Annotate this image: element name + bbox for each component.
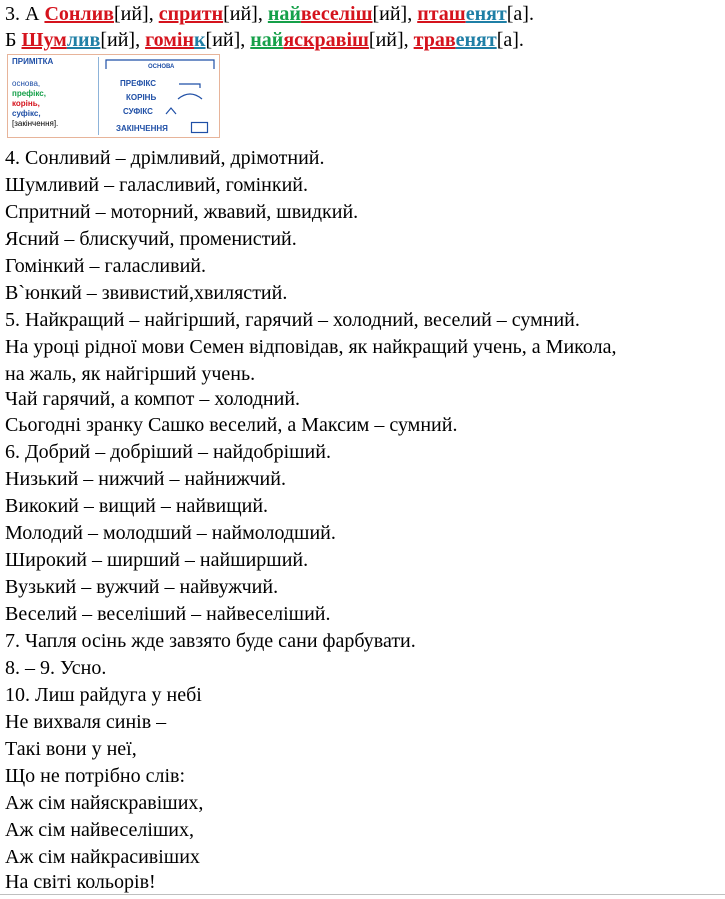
legend-item-prefix: префікс,: [12, 89, 46, 98]
text-line: Молодий – молодший – наймолодший.: [5, 522, 336, 544]
legend-root-label: КОРІНЬ: [126, 93, 157, 102]
word-root: Шум: [21, 29, 67, 51]
word-suffix: к: [194, 29, 206, 51]
text-line: 6. Добрий – добріший – найдобріший.: [5, 441, 331, 463]
legend-item-base: основа,: [12, 79, 41, 88]
text-line: 5. Найкращий – найгірший, гарячий – холодний, веселий – сумний.: [5, 309, 580, 331]
text-line: Сьогодні зранку Сашко веселий, а Максим – сумний.: [5, 414, 458, 436]
text-line: на жаль, як найгірший учень.: [5, 363, 256, 385]
legend-base-label: ОСНОВА: [148, 64, 175, 70]
word-root: пташ: [417, 3, 466, 25]
separator: .: [518, 29, 524, 51]
legend-item-ending: [закінчення].: [12, 119, 59, 128]
separator: ,: [148, 3, 159, 25]
word-ending: [ий]: [100, 29, 136, 51]
text-line: Веселий – веселіший – найвеселіший.: [5, 603, 331, 625]
text-line: Гомінкий – галасливий.: [5, 255, 206, 277]
word-prefix: най: [250, 29, 284, 51]
row-label: Б: [5, 29, 22, 51]
separator: ,: [257, 3, 268, 25]
word-root: яскравіш: [283, 29, 369, 51]
word-root: Сонлив: [44, 3, 114, 25]
morpheme-legend: [7, 54, 220, 138]
separator: ,: [407, 3, 418, 25]
word-ending: [ий]: [368, 29, 404, 51]
text-line: Ясний – блискучий, променистий.: [5, 228, 297, 250]
text-line: 4. Сонливий – дрімливий, дрімотний.: [5, 147, 325, 169]
root-arc-icon: [176, 91, 206, 101]
separator: .: [528, 3, 534, 25]
text-line: На світі кольорів!: [5, 871, 156, 893]
text-line: Низький – нижчий – найнижчий.: [5, 468, 286, 490]
text-line: Аж сім найвеселіших,: [5, 819, 194, 841]
word-ending: [ий]: [113, 3, 149, 25]
ending-box-icon: [190, 121, 210, 135]
text-line: Що не потрібно слів:: [5, 765, 186, 787]
legend-ending-label: ЗАКІНЧЕННЯ: [116, 124, 168, 133]
text-line: Викокий – вищий – найвищий.: [5, 495, 269, 517]
text-line: Такі вони у неї,: [5, 738, 137, 760]
suffix-caret-icon: [164, 106, 178, 116]
word-root: гомін: [145, 29, 194, 51]
text-line: На уроці рідної мови Семен відповідав, як найкращий учень, а Микола,: [5, 336, 617, 358]
text-line: Аж сім найкрасивіших: [5, 846, 200, 868]
text-line: Не вихваля синів –: [5, 711, 167, 733]
exercise-3-row-b: [5, 27, 524, 53]
prefix-mark-icon: [178, 79, 204, 89]
text-line: 10. Лиш райдуга у небі: [5, 684, 202, 706]
separator: ,: [135, 29, 146, 51]
word-ending: [а]: [506, 3, 529, 25]
word-suffix: енят: [465, 3, 507, 25]
word-ending: [ий]: [205, 29, 241, 51]
text-line: Чай гарячий, а компот – холодний.: [5, 388, 301, 410]
word-root: спритн: [158, 3, 224, 25]
word-root: трав: [413, 29, 456, 51]
legend-divider: [98, 57, 99, 135]
text-line: В`юнкий – звивистий,хвилястий.: [5, 282, 288, 304]
legend-item-suffix: суфікс,: [12, 109, 41, 118]
legend-suffix-label: СУФІКС: [123, 107, 153, 116]
legend-item-root: корінь,: [12, 99, 40, 108]
separator: ,: [240, 29, 251, 51]
word-root: веселіш: [300, 3, 373, 25]
text-line: Широкий – ширший – найширший.: [5, 549, 309, 571]
word-ending: [а]: [496, 29, 519, 51]
separator: ,: [403, 29, 414, 51]
exercise-3-row-a: [5, 1, 534, 27]
legend-title: ПРИМІТКА: [12, 57, 54, 66]
word-ending: [ий]: [372, 3, 408, 25]
word-prefix: най: [267, 3, 301, 25]
text-line: 8. – 9. Усно.: [5, 657, 107, 679]
word-suffix: енят: [455, 29, 497, 51]
text-line: Спритний – моторний, жвавий, швидкий.: [5, 201, 359, 223]
legend-prefix-label: ПРЕФІКС: [120, 79, 157, 88]
text-line: Шумливий – галасливий, гомінкий.: [5, 174, 308, 196]
text-line: 7. Чапля осінь жде завзято буде сани фарбувати.: [5, 630, 416, 652]
text-line: Аж сім найяскравіших,: [5, 792, 204, 814]
bottom-divider: [0, 894, 725, 895]
word-suffix: лив: [66, 29, 101, 51]
word-ending: [ий]: [223, 3, 258, 25]
row-label: 3. А: [5, 3, 45, 25]
text-line: Вузький – вужчий – найвужчий.: [5, 576, 279, 598]
